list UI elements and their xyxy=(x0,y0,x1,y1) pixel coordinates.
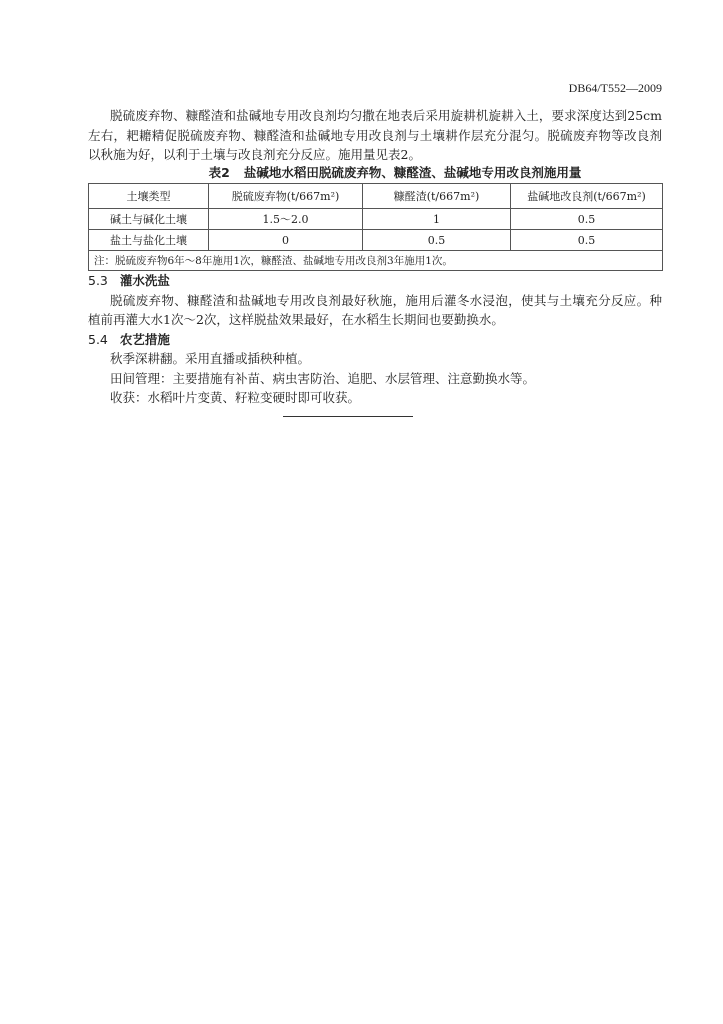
column-header-desulfurization-waste: 脱硫废弃物(t/667m²) xyxy=(209,184,363,209)
sections-body xyxy=(88,271,662,408)
end-of-document-rule xyxy=(283,416,413,417)
paragraph-line: 秋季深耕翻。采用直播或插秧种植。 xyxy=(110,351,311,366)
table-cell-soil-type: 碱土与碱化土壤 xyxy=(89,209,209,230)
table-cell-soil-type: 盐土与盐化土壤 xyxy=(89,230,209,251)
paragraph-line: 植前再灌大水1次～2次，这样脱盐效果最好，在水稻生长期间也要勤换水。 xyxy=(88,312,504,327)
table-caption xyxy=(108,165,682,181)
section-title: 农艺措施 xyxy=(119,331,170,347)
table-title: 盐碱地水稻田脱硫废弃物、糠醛渣、盐碱地专用改良剂施用量 xyxy=(243,165,582,180)
document-code: DB64/T552—2009 xyxy=(568,81,662,95)
application-rate-table xyxy=(88,183,663,271)
section-heading-5-3 xyxy=(88,271,662,291)
table-row xyxy=(89,209,663,230)
table-cell-soil-amendment: 0.5 xyxy=(511,209,663,230)
paragraph-line: 以秋施为好，以利于土壤与改良剂充分反应。施用量见表2。 xyxy=(88,147,421,162)
table-cell-furfural-residue: 0.5 xyxy=(363,230,511,251)
paragraph-line: 脱硫废弃物、糠醛渣和盐碱地专用改良剂均匀撒在地表后采用旋耕机旋耕入土，要求深度达到25cm xyxy=(110,108,662,123)
table-cell-desulfurization-waste: 1.5～2.0 xyxy=(209,209,363,230)
paragraph-line: 田间管理：主要措施有补苗、病虫害防治、追肥、水层管理、注意勤换水等。 xyxy=(110,370,536,386)
column-header-soil-type: 土壤类型 xyxy=(89,184,209,209)
table-cell-furfural-residue: 1 xyxy=(363,209,511,230)
section-number: 5.3 xyxy=(88,273,108,288)
table-row xyxy=(89,230,663,251)
table-cell-soil-amendment: 0.5 xyxy=(511,230,663,251)
table-header-row xyxy=(89,184,663,209)
paragraph-line: 脱硫废弃物、糠醛渣和盐碱地专用改良剂最好秋施，施用后灌冬水浸泡，使其与土壤充分反应。种 xyxy=(110,292,662,308)
paragraph-line: 收获：水稻叶片变黄、籽粒变硬时即可收获。 xyxy=(110,390,361,405)
table-note-row xyxy=(89,251,663,271)
intro-paragraph xyxy=(88,106,662,165)
section-number: 5.4 xyxy=(88,331,108,347)
paragraph-line: 左右，耙耱精促脱硫废弃物、糠醛渣和盐碱地专用改良剂与土壤耕作层充分混匀。脱硫废弃物等改良剂 xyxy=(88,127,662,143)
section-title: 灌水洗盐 xyxy=(119,273,170,288)
table-cell-desulfurization-waste: 0 xyxy=(209,230,363,251)
table-label: 表2 xyxy=(208,165,230,180)
table-note: 注：脱硫废弃物6年～8年施用1次，糠醛渣、盐碱地专用改良剂3年施用1次。 xyxy=(89,251,663,271)
column-header-furfural-residue: 糠醛渣(t/667m²) xyxy=(363,184,511,209)
column-header-soil-amendment: 盐碱地改良剂(t/667m²) xyxy=(511,184,663,209)
section-heading-5-4 xyxy=(88,330,662,350)
